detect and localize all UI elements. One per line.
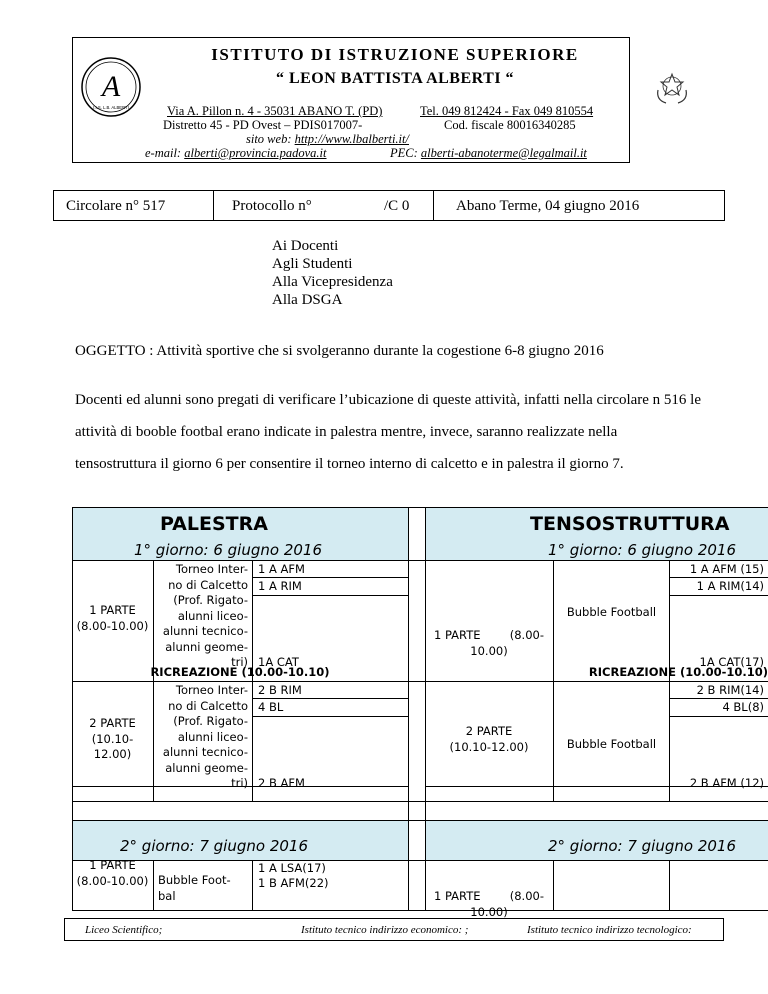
tenso-day2-label: 1 PARTE (8.00- 10.00) (434, 889, 544, 919)
body-line-2: attività di booble footbal erano indicate in palestra mentre, invece, saranno realizzate nella (75, 424, 618, 440)
footer-economico: Istituto tecnico indirizzo economico: ; (301, 924, 469, 936)
tenso-day2: 2° giorno: 7 giugno 2016 (548, 837, 737, 855)
district: Distretto 45 - PD Ovest – PDIS017007- (163, 118, 363, 132)
palestra-day2-activity: Bubble Foot- bal (158, 873, 231, 903)
school-name-line1: ISTITUTO DI ISTRUZIONE SUPERIORE (211, 45, 579, 64)
email-line: e-mail: alberti@provincia.padova.it (145, 146, 327, 160)
footer-liceo: Liceo Scientifico; (85, 924, 163, 936)
tenso-part2-class-2: 4 BL(8) (722, 700, 764, 714)
schedule-table (72, 507, 768, 919)
palestra-part1-class-2: 1 A RIM (258, 579, 302, 593)
school-logo (80, 56, 142, 118)
palestra-part1-class-3: 1A CAT (258, 655, 299, 669)
tenso-part1-label: 1 PARTE (8.00- 10.00) (434, 628, 544, 658)
recipient-studenti: Agli Studenti (272, 256, 353, 272)
tenso-part2-label: 2 PARTE (10.10-12.00) (449, 724, 529, 754)
protocol-number: Protocollo n° (232, 198, 312, 214)
republic-emblem-icon (652, 70, 692, 106)
palestra-part1-class-1: 1 A AFM (258, 562, 305, 576)
body-line-1: Docenti ed alunni sono pregati di verificare l’ubicazione di queste attività, infatti nella circolare n 516 le (75, 392, 702, 408)
footer-tecnologico: Istituto tecnico indirizzo tecnologico: (527, 924, 692, 936)
tenso-part1-class-3: 1A CAT(17) (699, 655, 764, 669)
palestra-break: RICREAZIONE (10.00-10.10) (150, 665, 330, 679)
tenso-title: TENSOSTRUTTURA (530, 513, 730, 535)
school-name-line2: “ LEON BATTISTA ALBERTI “ (275, 70, 515, 87)
palestra-day2-class-2: 1 B AFM(22) (258, 876, 329, 890)
recipient-vicepresidenza: Alla Vicepresidenza (272, 274, 393, 290)
palestra-day2: 2° giorno: 7 giugno 2016 (120, 837, 309, 855)
website-line: sito web: http://www.lbalberti.it/ (246, 132, 409, 146)
address: Via A. Pillon n. 4 - 35031 ABANO T. (PD) (167, 104, 383, 118)
palestra-part2-class-3: 2 B AFM (258, 776, 305, 790)
body-line-3: tensostruttura il giorno 6 per consentire il torneo interno di calcetto e in palestra il giorno 7. (75, 456, 624, 472)
svg-text:A: A (101, 70, 121, 103)
tenso-part1-class-1: 1 A AFM (15) (689, 562, 764, 576)
pec-link[interactable]: alberti-abanoterme@legalmail.it (420, 146, 587, 160)
tenso-part2-activity: Bubble Football (566, 737, 657, 751)
tenso-break: RICREAZIONE (10.00-10.10) (588, 665, 768, 679)
palestra-part2-activity: Torneo Inter- no di Calcetto (Prof. Rigato- alunni liceo- alunni tecnico- alunni geome- tri) (162, 683, 248, 790)
recipient-dsga: Alla DSGA (272, 292, 343, 308)
palestra-title: PALESTRA (160, 513, 268, 535)
protocol-code: /C 0 (384, 198, 410, 214)
email-link[interactable]: alberti@provincia.padova.it (184, 146, 327, 160)
palestra-part1-activity: Torneo Inter- no di Calcetto (Prof. Rigato- alunni liceo- alunni tecnico- alunni geome- tri) (162, 562, 248, 669)
palestra-day2-label: 1 PARTE (8.00-10.00) (76, 858, 149, 888)
palestra-day1: 1° giorno: 6 giugno 2016 (134, 541, 323, 559)
tenso-part2-class-3: 2 B AFM (12) (689, 776, 764, 790)
palestra-part1-label: 1 PARTE (8.00-10.00) (76, 603, 149, 633)
logo-text: I.I.S. L.B. ALBERTI (93, 105, 129, 110)
palestra-day2-class-1: 1 A LSA(17) (258, 861, 326, 875)
palestra-part2-class-1: 2 B RIM (258, 683, 302, 697)
footer-box (64, 918, 724, 941)
tax-code: Cod. fiscale 80016340285 (444, 118, 576, 132)
tenso-part1-activity: Bubble Football (566, 605, 657, 619)
circolare-number: Circolare n° 517 (66, 198, 166, 214)
recipient-docenti: Ai Docenti (272, 238, 339, 254)
place-date: Abano Terme, 04 giugno 2016 (456, 198, 640, 214)
tenso-day1: 1° giorno: 6 giugno 2016 (548, 541, 737, 559)
subject: OGGETTO : Attività sportive che si svolgeranno durante la cogestione 6-8 giugno 2016 (75, 343, 604, 359)
palestra-part2-label: 2 PARTE (10.10- 12.00) (89, 716, 136, 761)
pec-line: PEC: alberti-abanoterme@legalmail.it (390, 146, 587, 160)
tenso-part2-class-1: 2 B RIM(14) (696, 683, 764, 697)
tenso-part1-class-2: 1 A RIM(14) (696, 579, 764, 593)
phone: Tel. 049 812424 - Fax 049 810554 (420, 104, 594, 118)
palestra-part2-class-2: 4 BL (258, 700, 284, 714)
website-link[interactable]: http://www.lbalberti.it/ (294, 132, 409, 146)
reference-box (53, 190, 725, 221)
